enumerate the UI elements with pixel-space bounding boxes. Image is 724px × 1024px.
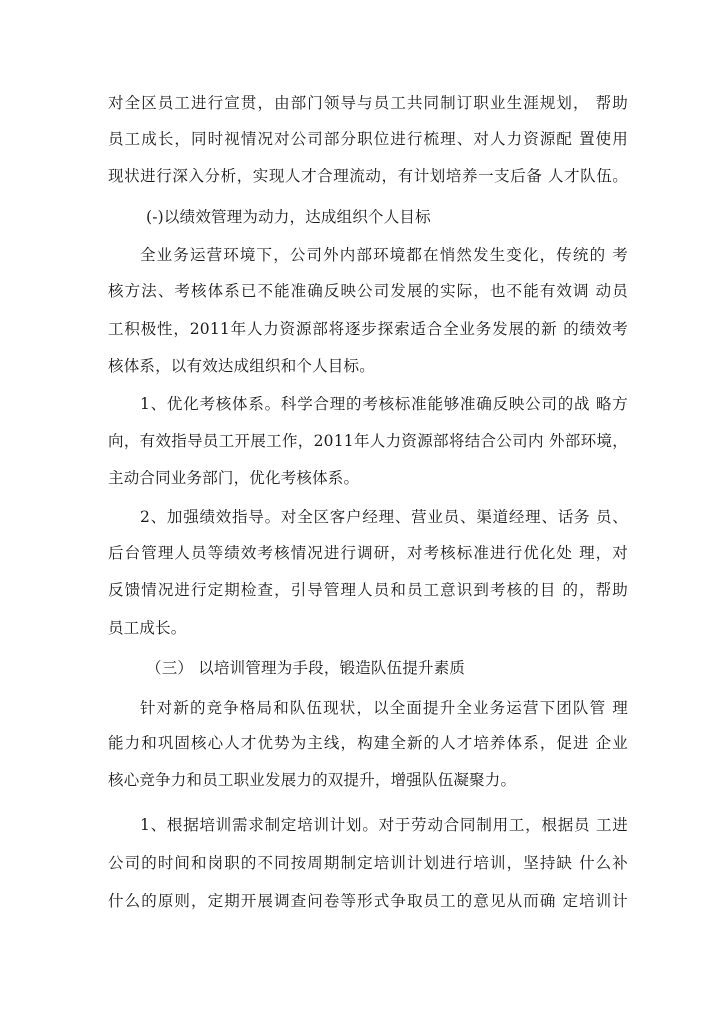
paragraph-line: 员工成长，同时视情况对公司部分职位进行梳理、对人力资源配 置使用 bbox=[108, 130, 628, 148]
paragraph-line: 1、根据培训需求制定培训计划。对于劳动合同制用工，根据员 工进 bbox=[140, 816, 628, 834]
paragraph-line: 对全区员工进行宣贯，由部门领导与员工共同制订职业生涯规划， 帮助 bbox=[108, 94, 628, 112]
paragraph-line: 后台管理人员等绩效考核情况进行调研，对考核标准进行优化处 理，对 bbox=[108, 544, 628, 562]
paragraph-line: 核体系，以有效达成组织和个人目标。 bbox=[108, 357, 375, 375]
paragraph-line: 核方法、考核体系已不能准确反映公司发展的实际，也不能有效调 动员 bbox=[108, 282, 628, 300]
section-heading: （三） 以培训管理为手段，锻造队伍提升素质 bbox=[146, 659, 466, 677]
paragraph-line: 主动合同业务部门，优化考核体系。 bbox=[108, 469, 360, 487]
paragraph-line: 工积极性，2011年人力资源部将逐步探索适合全业务发展的新 的绩效考 bbox=[108, 320, 628, 338]
paragraph-line: 向，有效指导员工开展工作，2011年人力资源部将结合公司内 外部环境， bbox=[108, 432, 628, 450]
paragraph-line: 公司的时间和岗职的不同按周期制定培训计划进行培训，坚持缺 什么补 bbox=[108, 854, 628, 872]
paragraph-line: 员工成长。 bbox=[108, 619, 187, 637]
paragraph-line: 2、加强绩效指导。对全区客户经理、营业员、渠道经理、话务 员、 bbox=[140, 508, 628, 526]
paragraph-line: 1、优化考核体系。科学合理的考核标准能够准确反映公司的战 略方 bbox=[140, 395, 628, 413]
paragraph-line: 什么的原则，定期开展调查问卷等形式争取员工的意见从而确 定培训计 bbox=[108, 892, 628, 910]
paragraph-line: 反馈情况进行定期检查，引导管理人员和员工意识到考核的目 的，帮助 bbox=[108, 581, 628, 599]
section-heading: (-)以绩效管理为动力，达成组织个人目标 bbox=[146, 208, 431, 226]
paragraph-line: 能力和巩固核心人才优势为主线，构建全新的人才培养体系，促进 企业 bbox=[108, 734, 628, 752]
paragraph-line: 核心竞争力和员工职业发展力的双提升，增强队伍凝聚力。 bbox=[108, 771, 517, 789]
paragraph-line: 现状进行深入分析，实现人才合理流动，有计划培养一支后备 人才队伍。 bbox=[108, 167, 628, 185]
paragraph-line: 针对新的竞争格局和队伍现状，以全面提升全业务运营下团队管 理 bbox=[140, 699, 628, 717]
paragraph-line: 全业务运营环境下，公司外内部环境都在悄然发生变化，传统的 考 bbox=[140, 246, 628, 264]
